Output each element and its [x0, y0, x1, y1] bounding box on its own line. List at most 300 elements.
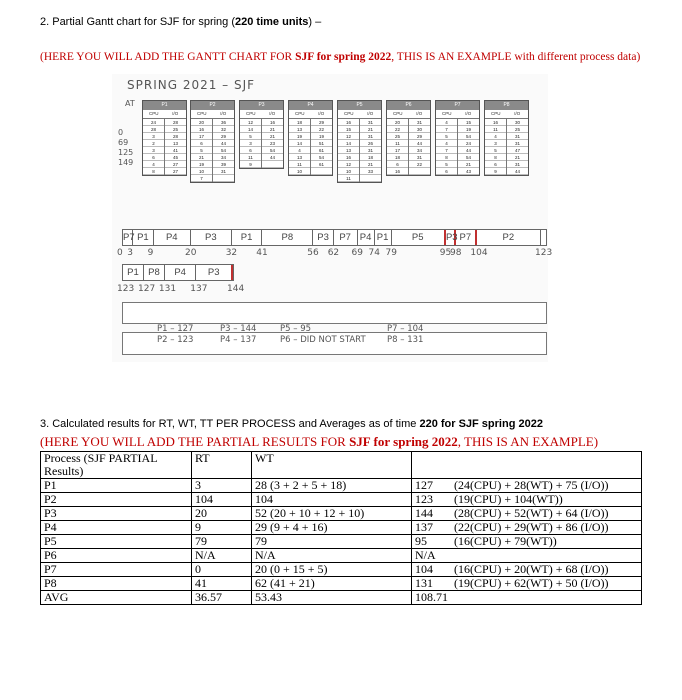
burst-cell: 14 — [289, 140, 310, 147]
burst-cell: 25 — [165, 126, 186, 133]
gantt-chart-photo — [112, 74, 553, 362]
burst-cell: 11 — [387, 140, 408, 147]
burst-cell: 19 — [289, 133, 310, 140]
table-row — [41, 549, 642, 563]
cell-wt: 52 (20 + 10 + 12 + 10) — [252, 507, 412, 521]
gantt-segment: P8 — [262, 230, 313, 245]
cell-breakdown — [451, 591, 642, 605]
gantt-time-label: 144 — [227, 284, 245, 294]
gantt-segment: P1 — [133, 230, 153, 245]
burst-cell: 16 — [387, 168, 408, 175]
section-2-instruction: (HERE YOU WILL ADD THE GANTT CHART FOR SJF for spring 2022, THIS IS AN EXAMPLE with different process data) — [40, 51, 641, 63]
gantt-time-label: 62 — [327, 248, 340, 258]
burst-cell: 13 — [289, 126, 310, 133]
process-table-cpu-column — [338, 119, 359, 182]
burst-cell: 20 — [191, 119, 212, 126]
gantt-time-label: 123 — [117, 284, 135, 294]
column-cpu: CPU — [343, 111, 354, 116]
burst-cell: 45 — [165, 154, 186, 161]
burst-cell: 14 — [240, 126, 261, 133]
process-table-io-column — [164, 119, 186, 175]
cell-wt: 20 (0 + 15 + 5) — [252, 563, 412, 577]
process-table-cpu-column — [191, 119, 212, 182]
process-table-io-column — [261, 119, 283, 168]
process-table — [288, 100, 333, 176]
completion-note: P7 – 104 — [387, 324, 424, 334]
burst-cell: 29 — [213, 133, 234, 140]
gantt-segment: P4 — [165, 265, 196, 280]
gantt-time-label: 98 — [450, 248, 462, 258]
cell-breakdown: (28(CPU) + 52(WT) + 64 (I/O)) — [451, 507, 642, 521]
burst-cell: 22 — [387, 126, 408, 133]
burst-cell — [213, 175, 234, 182]
column-io: I/O — [465, 111, 472, 116]
burst-cell: 16 — [262, 119, 283, 126]
gantt-time-label: 32 — [225, 248, 238, 258]
burst-cell: 6 — [240, 147, 261, 154]
cell-process: P7 — [41, 563, 192, 577]
process-table-name: P2 — [191, 101, 234, 110]
cell-breakdown: (22(CPU) + 29(WT) + 86 (I/O)) — [451, 521, 642, 535]
photo-title: SPRING 2021 – SJF — [127, 78, 256, 92]
gantt-segment: P3 — [313, 230, 333, 245]
gantt-time-label: 0 — [117, 248, 123, 258]
burst-cell: 6 — [485, 161, 506, 168]
process-table-columns — [143, 110, 186, 119]
table-row — [41, 479, 642, 493]
cell-process: AVG — [41, 591, 192, 605]
process-table-name: P3 — [240, 101, 283, 110]
burst-cell: 10 — [191, 168, 212, 175]
cell-wt: 62 (41 + 21) — [252, 577, 412, 591]
cell-tt: 131 — [412, 577, 452, 591]
arrival-label: AT — [125, 99, 135, 108]
burst-cell: 8 — [436, 154, 457, 161]
cell-breakdown — [451, 549, 642, 563]
completion-note: P4 – 137 — [220, 335, 257, 345]
arrival-time: 149 — [118, 158, 134, 167]
completion-note: P5 – 95 — [280, 324, 312, 334]
burst-cell: 21 — [262, 133, 283, 140]
burst-cell: 31 — [409, 154, 430, 161]
process-table-io-column — [506, 119, 528, 175]
burst-cell: 13 — [289, 154, 310, 161]
burst-cell: 27 — [165, 161, 186, 168]
process-table-name: P1 — [143, 101, 186, 110]
column-cpu: CPU — [441, 111, 452, 116]
burst-cell: 31 — [507, 161, 528, 168]
header-process: Process (SJF PARTIAL Results) — [41, 452, 192, 479]
burst-cell: 44 — [507, 168, 528, 175]
gantt-segment: P7 — [334, 230, 358, 245]
burst-cell: 17 — [387, 147, 408, 154]
cell-wt: 28 (3 + 2 + 5 + 18) — [252, 479, 412, 493]
burst-cell: 28 — [165, 133, 186, 140]
burst-cell: 47 — [507, 147, 528, 154]
process-table-body — [191, 119, 234, 182]
cell-process: P3 — [41, 507, 192, 521]
burst-cell: 6 — [143, 154, 164, 161]
process-table — [484, 100, 529, 176]
burst-cell: 31 — [409, 119, 430, 126]
process-table-body — [387, 119, 430, 175]
header-rt: RT — [192, 452, 252, 479]
cell-tt: 123 — [412, 493, 452, 507]
column-io: I/O — [416, 111, 423, 116]
burst-cell: 7 — [436, 126, 457, 133]
burst-cell: 3 — [143, 147, 164, 154]
burst-cell: 4 — [436, 119, 457, 126]
burst-cell: 43 — [458, 168, 479, 175]
burst-cell: 44 — [213, 140, 234, 147]
burst-cell: 25 — [387, 133, 408, 140]
process-table-io-column — [408, 119, 430, 175]
cell-breakdown: (16(CPU) + 20(WT) + 68 (I/O)) — [451, 563, 642, 577]
burst-cell: 15 — [338, 126, 359, 133]
burst-cell: 12 — [338, 161, 359, 168]
section-2-heading: 2. Partial Gantt chart for SJF for spring (220 time units) – — [40, 16, 322, 28]
burst-cell: 28 — [143, 126, 164, 133]
process-table-io-column — [359, 119, 381, 182]
process-table-body — [485, 119, 528, 175]
process-table-name: P4 — [289, 101, 332, 110]
table-row — [41, 577, 642, 591]
cell-tt: N/A — [412, 549, 452, 563]
burst-cell: 11 — [338, 175, 359, 182]
burst-cell — [262, 161, 283, 168]
table-row — [41, 591, 642, 605]
burst-cell: 5 — [485, 147, 506, 154]
burst-cell: 32 — [213, 126, 234, 133]
burst-cell: 10 — [338, 168, 359, 175]
column-cpu: CPU — [245, 111, 256, 116]
process-table — [142, 100, 187, 176]
gantt-time-label: 104 — [470, 248, 488, 258]
gantt-time-label: 79 — [385, 248, 397, 258]
burst-cell: 31 — [360, 119, 381, 126]
burst-cell — [409, 168, 430, 175]
column-io: I/O — [269, 111, 276, 116]
burst-cell: 34 — [213, 154, 234, 161]
burst-cell: 26 — [360, 140, 381, 147]
process-table-body — [143, 119, 186, 175]
burst-cell: 33 — [360, 168, 381, 175]
burst-cell: 7 — [436, 147, 457, 154]
burst-cell: 39 — [213, 161, 234, 168]
gantt-segment: P5 — [392, 230, 446, 245]
column-cpu: CPU — [148, 111, 159, 116]
process-table-cpu-column — [485, 119, 506, 175]
burst-cell: 28 — [165, 119, 186, 126]
burst-cell: 31 — [360, 133, 381, 140]
burst-cell: 9 — [240, 161, 261, 168]
burst-cell: 13 — [338, 147, 359, 154]
header-tt — [412, 452, 452, 479]
gantt-segment: P2 — [477, 230, 542, 245]
cell-breakdown: (16(CPU) + 79(WT)) — [451, 535, 642, 549]
burst-cell: 10 — [289, 168, 310, 175]
burst-cell: 29 — [409, 133, 430, 140]
header-breakdown — [451, 452, 642, 479]
burst-cell: 44 — [458, 147, 479, 154]
results-table — [40, 451, 642, 605]
burst-cell: 30 — [409, 126, 430, 133]
gantt-time-label: 74 — [368, 248, 380, 258]
cell-rt: 20 — [192, 507, 252, 521]
cell-process: P2 — [41, 493, 192, 507]
process-table-cpu-column — [289, 119, 310, 175]
burst-cell: 21 — [507, 154, 528, 161]
burst-cell: 29 — [311, 119, 332, 126]
burst-cell: 3 — [485, 140, 506, 147]
burst-cell: 5 — [436, 133, 457, 140]
column-cpu: CPU — [490, 111, 501, 116]
burst-cell: 13 — [165, 140, 186, 147]
process-table — [239, 100, 284, 169]
cell-rt: N/A — [192, 549, 252, 563]
burst-cell: 20 — [387, 119, 408, 126]
gantt-segment: P3 — [196, 265, 233, 280]
column-cpu: CPU — [196, 111, 207, 116]
burst-cell: 25 — [507, 126, 528, 133]
burst-cell: 5 — [436, 161, 457, 168]
cell-tt: 104 — [412, 563, 452, 577]
table-row — [41, 535, 642, 549]
gantt-time-label: 69 — [351, 248, 363, 258]
gantt-segment: P1 — [232, 230, 263, 245]
burst-cell: 44 — [262, 154, 283, 161]
burst-cell: 4 — [436, 140, 457, 147]
arrival-time: 69 — [118, 138, 129, 147]
burst-cell: 2 — [143, 140, 164, 147]
cell-rt: 9 — [192, 521, 252, 535]
cell-process: P5 — [41, 535, 192, 549]
burst-cell: 41 — [165, 147, 186, 154]
process-table-name: P8 — [485, 101, 528, 110]
cell-rt: 36.57 — [192, 591, 252, 605]
burst-cell: 11 — [289, 161, 310, 168]
burst-cell: 4 — [485, 133, 506, 140]
cell-wt: 79 — [252, 535, 412, 549]
burst-cell: 24 — [143, 119, 164, 126]
cell-rt: 41 — [192, 577, 252, 591]
burst-cell: 6 — [436, 168, 457, 175]
process-table-body — [338, 119, 381, 182]
table-row — [41, 563, 642, 577]
burst-cell: 54 — [262, 147, 283, 154]
cell-rt: 104 — [192, 493, 252, 507]
burst-cell: 11 — [240, 154, 261, 161]
gantt-time-label: 41 — [256, 248, 268, 258]
burst-cell: 31 — [507, 133, 528, 140]
gantt-time-label: 3 — [127, 248, 133, 258]
gantt-time-label: 131 — [158, 284, 177, 294]
section-3-instruction: (HERE YOU WILL ADD THE PARTIAL RESULTS FOR SJF for spring 2022, THIS IS AN EXAMPLE) — [40, 434, 599, 449]
table-row — [41, 521, 642, 535]
burst-cell: 5 — [240, 133, 261, 140]
cell-tt: 144 — [412, 507, 452, 521]
process-table-columns — [387, 110, 430, 119]
gantt-segment: P1 — [123, 265, 144, 280]
gantt-segment: P1 — [375, 230, 392, 245]
section-3-heading: 3. Calculated results for RT, WT, TT PER PROCESS and Averages as of time 220 for SJF spring 2022 — [40, 418, 543, 430]
arrival-time: 125 — [118, 148, 134, 157]
burst-cell: 22 — [409, 161, 430, 168]
process-table-columns — [240, 110, 283, 119]
gantt-time-label: 123 — [535, 248, 553, 258]
process-table-cpu-column — [143, 119, 164, 175]
completion-note: P3 – 144 — [220, 324, 257, 334]
table-row — [41, 507, 642, 521]
process-table — [386, 100, 431, 176]
empty-box-1 — [122, 302, 547, 324]
process-table-io-column — [310, 119, 332, 175]
column-io: I/O — [318, 111, 325, 116]
burst-cell: 6 — [387, 161, 408, 168]
process-table-io-column — [212, 119, 234, 182]
process-table-columns — [485, 110, 528, 119]
burst-cell: 7 — [191, 175, 212, 182]
process-table-cpu-column — [436, 119, 457, 175]
gantt-time-label: 20 — [185, 248, 197, 258]
burst-cell: 24 — [458, 140, 479, 147]
burst-cell: 30 — [507, 119, 528, 126]
gantt-segment: P3 — [445, 232, 458, 243]
burst-cell: 16 — [191, 126, 212, 133]
gantt-segment: P4 — [154, 230, 191, 245]
gantt-segment: P3 — [191, 230, 232, 245]
process-table-cpu-column — [387, 119, 408, 175]
process-table-columns — [191, 110, 234, 119]
burst-cell: 18 — [360, 154, 381, 161]
burst-cell: 23 — [262, 140, 283, 147]
burst-cell: 44 — [409, 140, 430, 147]
completion-note: P1 – 127 — [157, 324, 194, 334]
process-table-name: P6 — [387, 101, 430, 110]
burst-cell: 19 — [191, 161, 212, 168]
cell-tt: 137 — [412, 521, 452, 535]
burst-cell: 3 — [143, 133, 164, 140]
process-table — [435, 100, 480, 176]
process-table-columns — [436, 110, 479, 119]
process-table-io-column — [457, 119, 479, 175]
burst-cell: 18 — [289, 119, 310, 126]
burst-cell: 31 — [360, 147, 381, 154]
burst-cell: 21 — [191, 154, 212, 161]
process-table — [337, 100, 382, 183]
cell-tt: 95 — [412, 535, 452, 549]
burst-cell: 54 — [458, 133, 479, 140]
burst-cell: 19 — [311, 133, 332, 140]
burst-cell: 17 — [191, 133, 212, 140]
gantt-time-label: 56 — [307, 248, 319, 258]
cell-wt: 104 — [252, 493, 412, 507]
gantt-time-label: 127 — [138, 284, 156, 294]
burst-cell: 16 — [485, 119, 506, 126]
process-table-columns — [338, 110, 381, 119]
burst-cell: 22 — [311, 126, 332, 133]
cell-breakdown: (19(CPU) + 62(WT) + 50 (I/O)) — [451, 577, 642, 591]
process-table-body — [436, 119, 479, 175]
process-table — [190, 100, 235, 183]
table-header-row — [41, 452, 642, 479]
burst-cell: 11 — [485, 126, 506, 133]
gantt-segment: P7 — [123, 232, 135, 243]
burst-cell: 21 — [360, 126, 381, 133]
burst-cell: 4 — [143, 161, 164, 168]
gantt-segment: P8 — [144, 265, 165, 280]
process-table-body — [289, 119, 332, 175]
burst-cell: 3 — [240, 140, 261, 147]
burst-cell: 19 — [458, 126, 479, 133]
cell-breakdown: (19(CPU) + 104(WT)) — [451, 493, 642, 507]
burst-cell: 12 — [240, 119, 261, 126]
burst-cell: 5 — [191, 147, 212, 154]
gantt-time-label: 137 — [190, 284, 208, 294]
cell-rt: 79 — [192, 535, 252, 549]
column-io: I/O — [172, 111, 179, 116]
cell-rt: 0 — [192, 563, 252, 577]
gantt-bar-row-2 — [122, 264, 234, 281]
burst-cell: 34 — [409, 147, 430, 154]
burst-cell: 31 — [213, 168, 234, 175]
gantt-segment: P4 — [358, 230, 375, 245]
burst-cell: 27 — [165, 168, 186, 175]
burst-cell: 21 — [458, 161, 479, 168]
cell-tt: 127 — [412, 479, 452, 493]
process-table-columns — [289, 110, 332, 119]
cell-rt: 3 — [192, 479, 252, 493]
process-table-name: P7 — [436, 101, 479, 110]
burst-cell: 15 — [458, 119, 479, 126]
column-cpu: CPU — [392, 111, 403, 116]
cell-wt: N/A — [252, 549, 412, 563]
table-row — [41, 493, 642, 507]
burst-cell: 8 — [485, 154, 506, 161]
burst-cell: 9 — [485, 168, 506, 175]
cell-process: P6 — [41, 549, 192, 563]
burst-cell: 16 — [338, 154, 359, 161]
burst-cell: 12 — [338, 133, 359, 140]
burst-cell: 61 — [311, 147, 332, 154]
gantt-time-label: 9 — [147, 248, 154, 258]
completion-note: P8 – 131 — [387, 335, 424, 345]
burst-cell — [311, 168, 332, 175]
burst-cell: 14 — [338, 140, 359, 147]
burst-cell — [360, 175, 381, 182]
cell-process: P1 — [41, 479, 192, 493]
gantt-time-label: 95 — [439, 248, 452, 258]
arrival-time: 0 — [118, 128, 124, 137]
process-table-name: P5 — [338, 101, 381, 110]
column-io: I/O — [367, 111, 374, 116]
gantt-bar-row-1 — [122, 229, 547, 246]
column-io: I/O — [220, 111, 227, 116]
cell-wt: 29 (9 + 4 + 16) — [252, 521, 412, 535]
gantt-segment: P7 — [456, 230, 476, 245]
burst-cell: 8 — [143, 168, 164, 175]
burst-cell: 21 — [262, 126, 283, 133]
cell-process: P4 — [41, 521, 192, 535]
cell-wt: 53.43 — [252, 591, 412, 605]
process-table-body — [240, 119, 283, 168]
cell-tt: 108.71 — [412, 591, 452, 605]
completion-note: P6 – DID NOT START — [280, 335, 366, 345]
burst-cell: 61 — [311, 161, 332, 168]
cell-process: P8 — [41, 577, 192, 591]
burst-cell: 4 — [289, 147, 310, 154]
burst-cell: 6 — [191, 140, 212, 147]
